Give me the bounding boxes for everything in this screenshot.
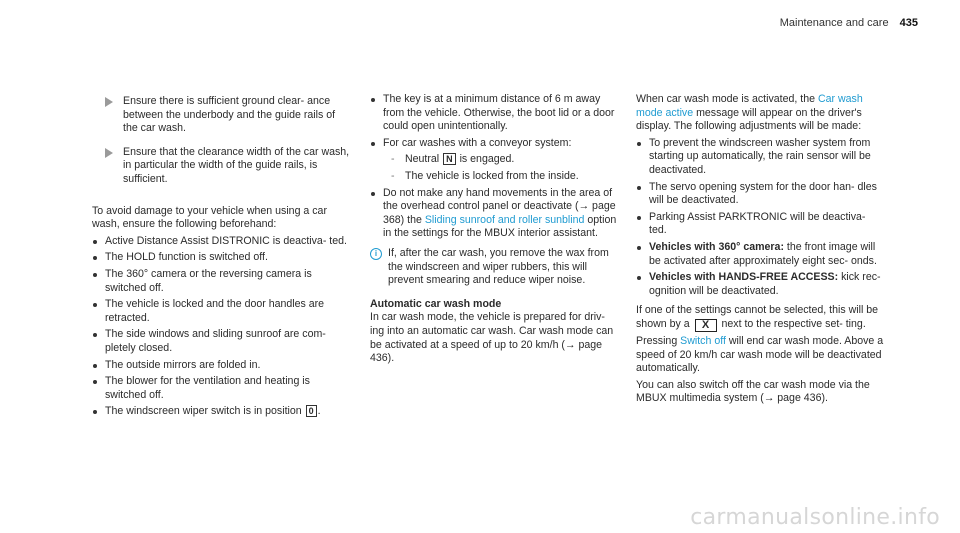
list-item [92,405,352,419]
dash-mark: - [391,169,395,182]
camera-text: the front image will be activated after approximately eight sec- onds. [649,240,877,267]
hand-movement-text-end: option in the settings for the MBUX interior assistant. [383,213,617,240]
list-item: Active Distance Assist DISTRONIC is deactiva- ted. [92,235,352,249]
pressing-text: Pressing [636,334,678,347]
list-item: The side windows and sliding sunroof are com- pletely closed. [92,328,352,355]
note-text: If, after the car wash, you remove the wax from the windscreen and wiper rubbers, this will prevent smearing and reduce wiper noise. [388,246,609,287]
checklist [92,235,352,419]
position-0-key: 0 [306,405,317,417]
column-2 [370,93,618,369]
page-number: 435 [899,17,918,29]
engaged-text: is engaged. [459,153,515,166]
intro-paragraph: To avoid damage to your vehicle when using a car wash, ensure the following beforehand: [92,204,327,231]
switch-off-text: will end car wash mode. Above a speed of 20 km/h car wash mode will be deactivated automatically. [636,334,884,375]
column-3 [636,93,886,409]
step-item [92,95,352,136]
neutral-n-key: N [443,153,456,165]
list-item: Parking Assist PARKTRONIC will be deactiva- ted. [636,211,886,238]
hand-movement-text: Do not make any hand movements in the area of the overhead control panel or deactivate (→ page 368) the [383,186,616,226]
list-item: To prevent the windscreen washer system from starting up automatically, the rain sensor will be deactivated. [636,137,886,178]
settings-text: If one of the settings cannot be selected, this will be shown by a [636,304,879,330]
locked-text: The vehicle is locked from the inside. [405,169,579,182]
list-item [370,137,618,184]
auto-mode-paragraph: In car wash mode, the vehicle is prepared for driv- ing into an automatic car wash. Car wash mode can be activated at a speed of up to 20 km/h (→ page 436). [370,311,614,365]
step-text: Ensure that the clearance width of the car wash, in particular the width of the guide rails, is sufficient. [123,145,350,185]
section-title: Maintenance and care [779,17,889,29]
sublist-item [383,153,618,167]
conditions-list [370,93,618,241]
wiper-end: . [317,405,321,418]
settings-text-end: next to the respective set- ting. [721,317,866,330]
settings-paragraph [636,304,886,332]
arrow-right-icon [105,97,113,107]
switch-off-paragraph [636,335,886,376]
list-item: The 360° camera or the reversing camera is switched off. [92,268,352,295]
sunroof-setting-link[interactable]: Sliding sunroof and roller sunblind [424,213,585,226]
camera-label: Vehicles with 360° camera: [649,240,784,253]
list-item [636,271,886,298]
wiper-text: The windscreen wiper switch is in position [105,405,302,418]
watermark: carmanualsonline.info [690,505,940,531]
list-item: The servo opening system for the door han- dles will be deactivated. [636,181,886,208]
switch-off-link[interactable]: Switch off [680,334,726,347]
step-text: Ensure there is sufficient ground clear- ance between the underbody and the guide rails of the car wash. [123,95,336,135]
info-icon: i [370,248,382,260]
not-available-x-icon: X [695,319,717,332]
activation-paragraph [636,93,886,134]
list-item: The HOLD function is switched off. [92,251,352,265]
list-item: The key is at a minimum distance of 6 m away from the vehicle. Otherwise, the boot lid or a door could open unintentionally. [370,93,618,134]
hands-free-label: Vehicles with HANDS-FREE ACCESS: [649,271,839,284]
dash-mark: - [391,153,395,166]
sublist-item [383,170,618,184]
conveyor-text: For car washes with a conveyor system: [383,136,572,149]
list-item [370,187,618,241]
list-item: The blower for the ventilation and heating is switched off. [92,375,352,402]
section-heading: Automatic car wash mode [370,297,502,310]
list-item [636,241,886,268]
mbux-paragraph: You can also switch off the car wash mode via the MBUX multimedia system (→ page 436). [636,378,870,405]
activation-text: When car wash mode is activated, the [636,93,816,105]
arrow-right-icon [105,148,113,158]
adjustments-list [636,137,886,299]
conveyor-sublist [383,153,618,183]
page-header [780,17,918,31]
list-item: The outside mirrors are folded in. [92,359,352,373]
list-item: The vehicle is locked and the door handles are retracted. [92,298,352,325]
neutral-text: Neutral [405,153,440,166]
info-note [370,247,618,288]
step-item [92,146,352,187]
hands-free-text: kick rec- ognition will be deactivated. [649,271,881,297]
column-1 [92,95,352,422]
activation-text-end: message will appear on the driver's display. The following adjustments will be made: [636,106,862,133]
car-wash-mode-active-link[interactable]: Car wash mode active [636,93,863,119]
